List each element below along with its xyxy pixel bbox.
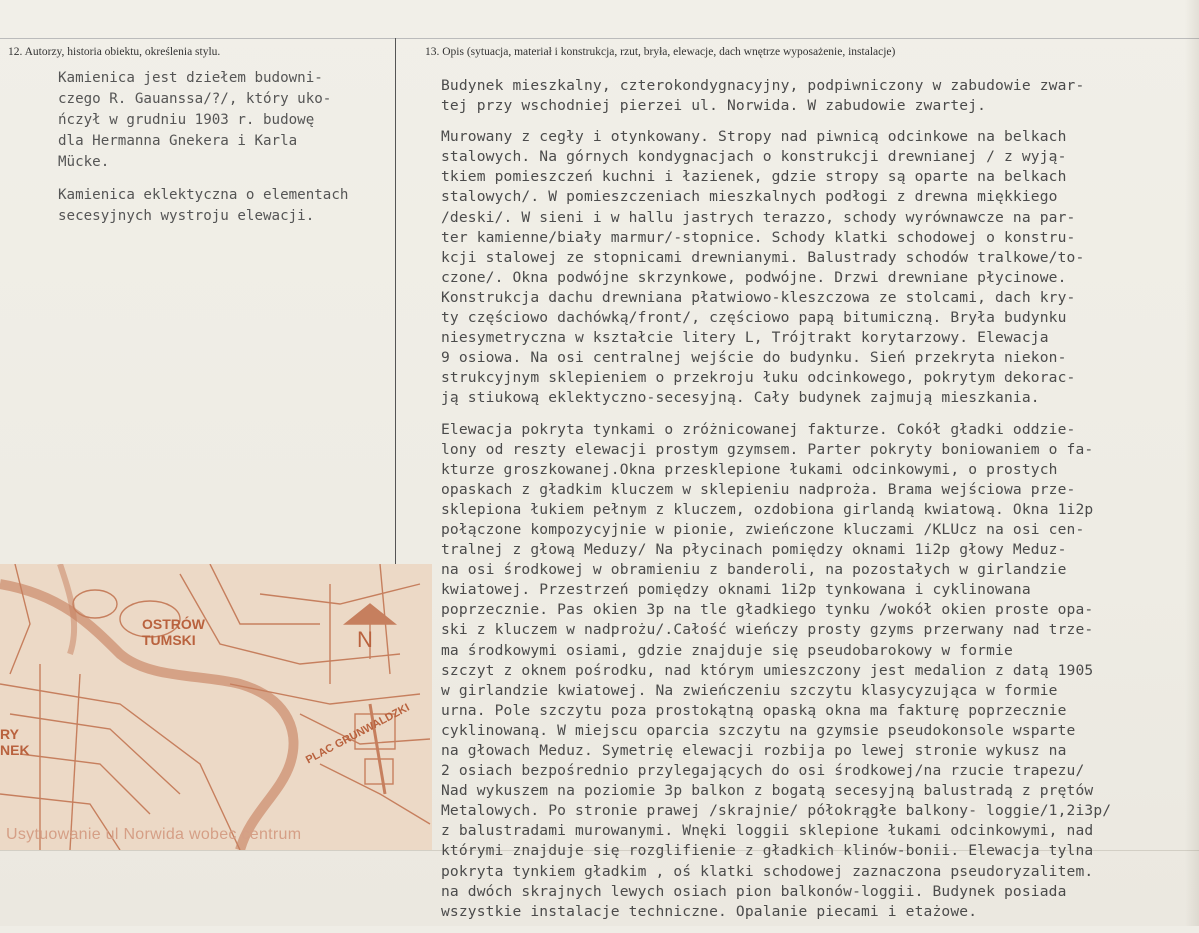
map-label-rynek: RY NEK: [0, 726, 30, 758]
description-line: Nad wykuszem na poziomie 3p balkon z bogatą secesyjną balustradą z prętów: [441, 782, 1094, 800]
description-line: Konstrukcja dachu drewniana płatwiowo-kleszczowa ze stolcami, dach kry-: [441, 288, 1076, 306]
map-caption: Usytuowanie ul Norwida wobec centrum: [6, 826, 302, 843]
description-line: Elewacja pokryta tynkami o zróżnicowanej fakturze. Cokół gładki oddzie-: [441, 420, 1076, 438]
description-line: opaskach z gładkim kluczem w sklepieniu nadproża. Brama wejściowa prze-: [441, 480, 1076, 498]
description-line: poprzecznie. Pas okien 3p na tle gładkiego tynku /wokół okien proste opa-: [441, 601, 1094, 619]
description-line: czone/. Okna podwójne skrzynkowe, podwójne. Drzwi drewniane płycinowe.: [441, 268, 1067, 286]
description-line: 9 osiowa. Na osi centralnej wejście do budynku. Sień przekryta niekon-: [441, 349, 1067, 367]
paper-fold-line: [0, 850, 1199, 851]
map-drawing: [0, 564, 432, 850]
location-map: [0, 564, 432, 850]
description-line: z balustradami murowanymi. Wnęki loggii sklepione łukami odcinkowymi, nad: [441, 822, 1094, 840]
description-line: niesymetryczna w kształcie litery L, Trójtrakt korytarzowy. Elewacja: [441, 329, 1049, 347]
description-line: sklepiona łukiem pełnym z kluczem, ozdobiona girlandą kwiatową. Okna 1i2p: [441, 500, 1094, 518]
description-line: ty częściowo dachówką/front/, częściowo papą bitumiczną. Bryła budynku: [441, 309, 1067, 327]
description-line: ter kamienne/biały marmur/-stopnice. Schody klatki schodowej o konstru-: [441, 228, 1076, 246]
description-line: stalowych. Na górnych kondygnacjach o konstrukcji drewnianej / z wyją-: [441, 148, 1067, 166]
description-line: tralnej z głową Meduzy/ Na płycinach pomiędzy oknami 1i2p głowy Meduz-: [441, 541, 1067, 559]
authors-paragraph: Kamienica jest dziełem budowni- czego R. Gauanssa/?/, który uko- ńczył w grudniu 1903 r. budowę dla Hermanna Gnekera i Karla Mücke.: [58, 70, 332, 170]
description-paragraph-2: [441, 127, 1176, 408]
description-line: kturze groszkowanej.Okna przesklepione łukami odcinkowymi, o prostych: [441, 460, 1058, 478]
description-section: [441, 76, 1176, 933]
description-paragraph-1: [441, 76, 1176, 116]
section-12-header: 12. Autorzy, historia obiektu, określenia stylu.: [8, 46, 221, 58]
description-line: połączone kompozycyjnie w pionie, zwieńczone kluczami /KLUcz na osi cen-: [441, 520, 1085, 538]
description-line: na głowach Meduz. Symetrię elewacji rozbija po lewej stronie wykusz na: [441, 742, 1067, 759]
map-label-plac-grunwaldzki: PLAC GRUNWALDZKI: [303, 701, 412, 767]
description-line: tkiem pomieszczeń kuchni i łazienek, gdzie stropy są oparte na belkach: [441, 168, 1067, 186]
description-paragraph-3: [441, 420, 1176, 922]
description-line: Metalowych. Po stronie prawej /skrajnie/ półokrągłe balkony- loggie/1,2i3p/: [441, 802, 1112, 820]
description-line: kcji stalowej ze stopnicami drewnianymi. Balustrady schodów tralkowe/to-: [441, 248, 1085, 266]
description-line: tej przy wschodniej pierzei ul. Norwida. W zabudowie zwartej.: [441, 97, 987, 115]
description-line: pokryta tynkiem gładkim , oś klatki schodowej zaznaczona pseudoryzalitem.: [441, 862, 1094, 880]
description-line: lony od reszty elewacji prostym gzymsem. Parter pokryty boniowaniem o fa-: [441, 440, 1094, 458]
description-line: którymi znajduje się rozglifienie z gładkich klinów-bonii. Elewacja tylna: [441, 842, 1094, 860]
description-line: stalowych/. W pomieszczeniach mieszkalnych podłogi z drewna miękkiego: [441, 188, 1058, 206]
map-label-ostrow-tumski: OSTRÓW TUMSKI: [142, 616, 205, 648]
description-line: 2 osiach bezpośrednio przylegających do osi środkowej/na rzucie trapezu/: [441, 762, 1085, 780]
style-paragraph: Kamienica eklektyczna o elementach secesyjnych wystroju elewacji.: [58, 187, 349, 224]
description-line: ją stiukową eklektyczno-secesyjną. Cały budynek zajmują mieszkania.: [441, 389, 1040, 407]
description-line: strukcyjnym sklepieniem o przekroju łuku odcinkowego, pokrytym dekorac-: [441, 369, 1076, 387]
description-line: w girlandzie kwiatowej. Na zwieńczeniu szczytu klasycyzująca w formie: [441, 681, 1058, 699]
paper-edge: [1185, 0, 1199, 926]
description-line: szczyt z oknem pośrodku, nad którym umieszczony jest medalion z datą 1905: [441, 661, 1094, 679]
description-line: Budynek mieszkalny, czterokondygnacyjny, podpiwniczony w zabudowie zwar-: [441, 77, 1085, 94]
description-line: Murowany z cegły i otynkowany. Stropy nad piwnicą odcinkowe na belkach: [441, 128, 1067, 146]
description-line: na dwóch skrajnych lewych osiach pion balkonów-loggii. Budynek posiada: [441, 882, 1067, 900]
description-line: ma środkowymi osiami, gdzie znajduje się pseudobarokowy w formie: [441, 641, 1013, 659]
authors-history-section: [58, 68, 398, 239]
top-divider: [0, 38, 1199, 39]
description-line: na osi środkowej w obramieniu z banderoli, na pozostałych w girlandzie: [441, 561, 1067, 579]
description-line: ski z kluczem w nadprożu/.Całość wieńczy prosty gzyms przerwany nad trze-: [441, 621, 1094, 639]
section-13-header: 13. Opis (sytuacja, materiał i konstrukcja, rzut, bryła, elewacje, dach wnętrze wyposażenie, instalacje): [425, 46, 896, 58]
description-line: kwiatowej. Przestrzeń pomiędzy oknami 1i2p tynkowana i cyklinowana: [441, 581, 1031, 599]
description-line: wszystkie instalacje techniczne. Opalanie piecami i etażowe.: [441, 902, 978, 920]
description-line: urna. Pole szczytu poza prostokątną opaską okna ma fakturę poprzecznie: [441, 701, 1067, 719]
north-arrow-icon: N: [357, 627, 373, 652]
description-line: cyklinowaną. W miejscu oparcia szczytu na gzymsie pseudokonsole wsparte: [441, 721, 1076, 739]
description-line: /deski/. W sieni i w hallu jastrych terazzo, schody wyrównawcze na par-: [441, 208, 1076, 226]
